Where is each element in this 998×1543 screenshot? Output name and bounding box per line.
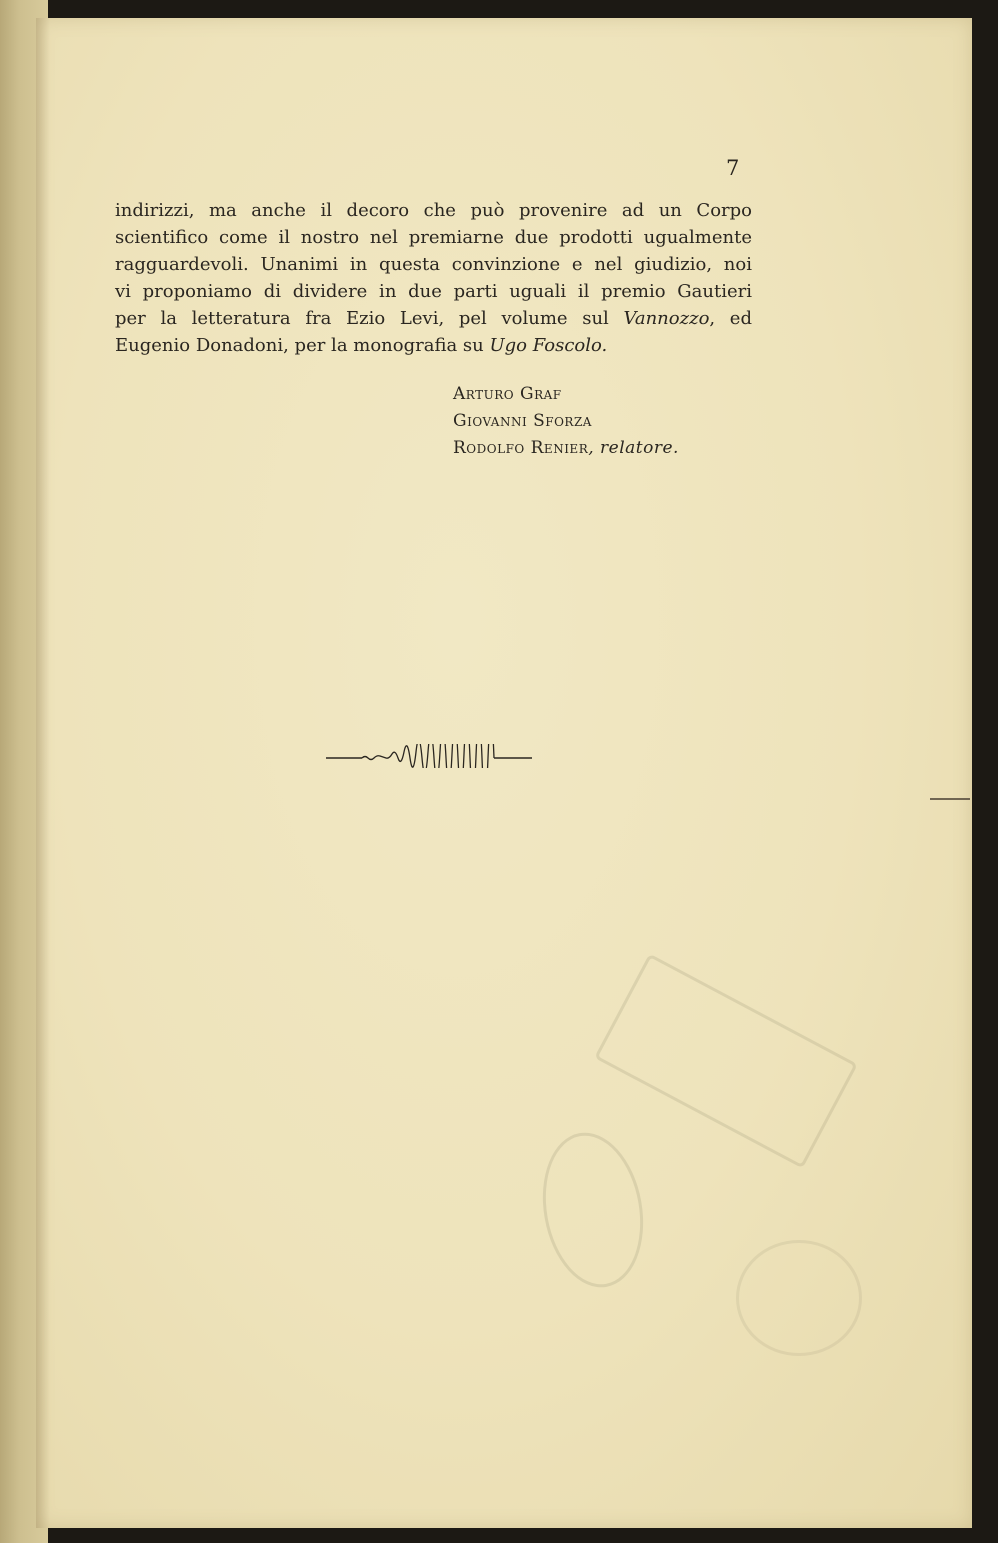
body-line: indirizzi, ma anche il decoro che può provenire ad un Corpo: [115, 200, 752, 221]
signatory-name: Giovanni Sforza: [453, 411, 592, 431]
body-paragraph: [115, 197, 752, 359]
book-title-ugo-foscolo: Ugo Foscolo.: [489, 335, 608, 356]
signatory-name: Arturo Graf: [453, 384, 562, 404]
body-line-text: Eugenio Donadoni, per la monografia su: [115, 335, 490, 356]
body-line-text: per la letteratura fra Ezio Levi, pel volume sul: [115, 308, 624, 329]
body-line: vi proponiamo di dividere in due parti uguali il premio Gautieri: [115, 281, 752, 302]
signature-block: [453, 381, 679, 462]
body-line: scientifico come il nostro nel premiarne due prodotti ugualmente: [115, 227, 752, 248]
body-line: [115, 332, 752, 359]
signatory-name: Rodolfo Renier: [453, 438, 589, 458]
signatory: [453, 408, 679, 435]
signatory-role: , relatore.: [588, 438, 679, 458]
page-number: 7: [726, 156, 740, 180]
signatory: [453, 435, 679, 462]
book-title-vannozzo: Vannozzo: [623, 308, 710, 329]
faded-round-stamp: [736, 1240, 862, 1356]
ornamental-divider: [326, 744, 532, 768]
page-edge-mark: [930, 798, 970, 800]
body-line: ragguardevoli. Unanimi in questa convinzione e nel giudizio, noi: [115, 254, 752, 275]
page-gutter-shadow: [36, 18, 50, 1528]
body-line-tail: , ed: [709, 308, 752, 329]
signatory: [453, 381, 679, 408]
body-line: [115, 305, 752, 332]
